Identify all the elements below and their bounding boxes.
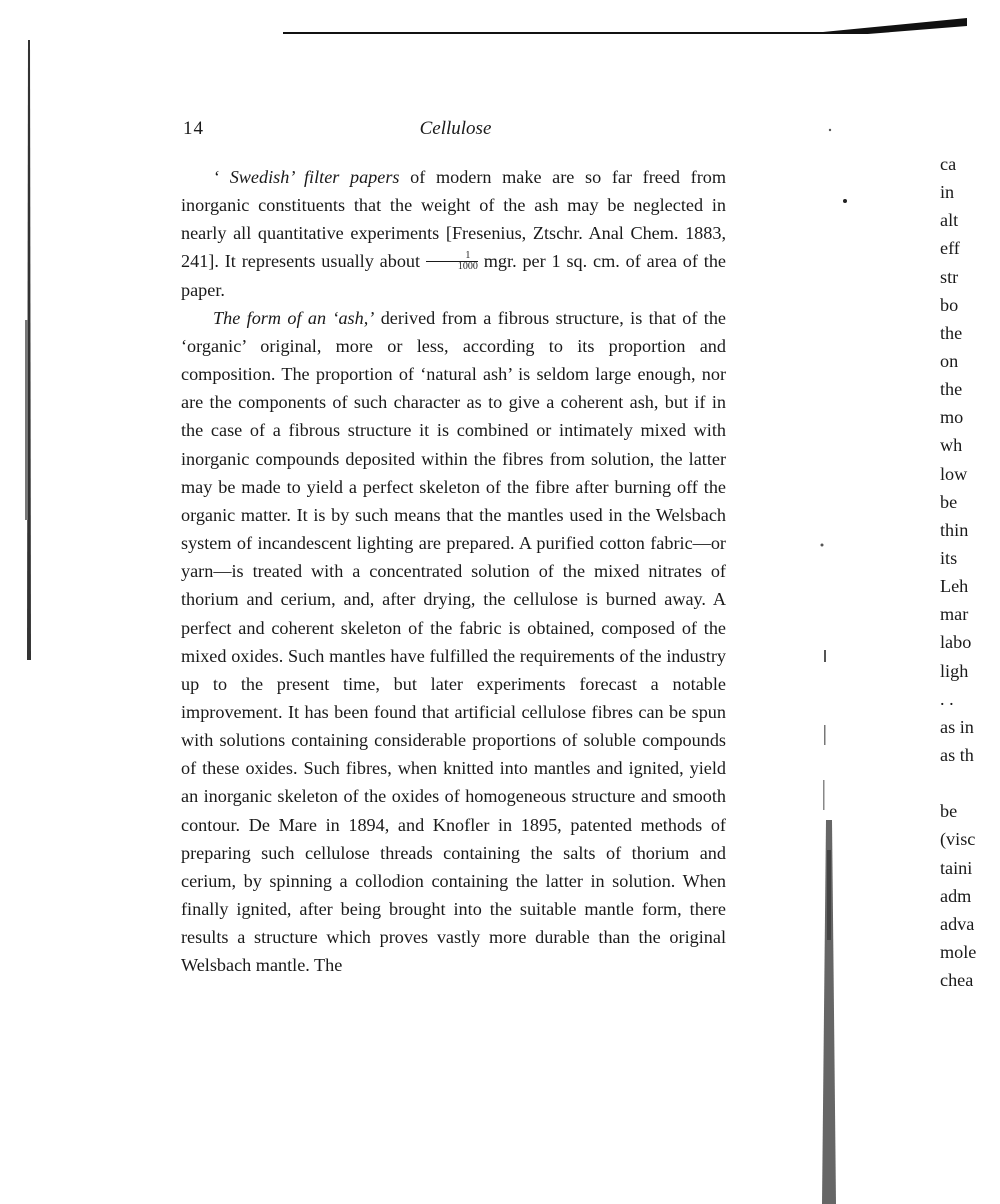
facing-fragment: be xyxy=(940,491,958,512)
facing-fragment: as th xyxy=(940,744,974,765)
scan-left-edge-shadow xyxy=(22,40,36,660)
fraction-denominator: 1000 xyxy=(457,261,478,273)
facing-fragment: the xyxy=(940,379,963,400)
page-header xyxy=(183,118,728,148)
paragraph-2-text: derived from a fibrous structure, is that of the ‘organic’ original, more or less, according to its proportion and composition. The proportion of ‘natural ash’ is seldom large enough, nor are the components of such character as to give a coherent ash, but if in the case of a fibrous structure it is combined or intimately mixed with inorganic compounds deposited within the fibres from solution, the latter may be made to yield a perfect skeleton of the fibre after burning off the organic matter. It is by such means that the mantles used in the Welsbach system of incandescent lighting are prepared. A purified cotton fabric—or yarn—is treated with a concentrated solution of the mixed nitrates of thorium and cerium, and, after drying, the cellulose is burned away. A perfect and coherent skeleton of the fabric is obtained, composed of the mixed oxides. Such mantles have fulfilled the requirements of the industry up to the present time, but later experiments forecast a notable improvement. It has been found that artificial cellulose fibres can be spun with solutions containing considerable proportions of soluble compounds of these oxides. Such fibres, when knitted into mantles and ignited, yield an inorganic skeleton of the oxides of homogeneous structure and smooth contour. De Mare in 1894, and Knofler in 1895, patented methods of preparing such cellulose threads containing the salts of thorium and cerium, by spinning a collodion containing the latter in solution. When finally ignited, after being brought into the suitable mantle form, there results a structure which proves vastly more durable than the original Welsbach mantle. The xyxy=(181,307,727,976)
facing-fragment: adm xyxy=(940,885,972,906)
paragraph-2-lead-italic: The form of an ‘ash,’ xyxy=(213,307,375,328)
facing-fragment: be xyxy=(940,801,958,822)
paragraph-1-text-b: mgr. per 1 sq. cm. of area of the paper. xyxy=(181,251,727,300)
page-number: 14 xyxy=(183,118,204,139)
facing-fragment: ca xyxy=(940,154,957,174)
facing-fragment: wh xyxy=(940,435,963,456)
facing-fragment: as in xyxy=(940,716,974,737)
facing-fragment: low xyxy=(940,463,968,484)
facing-page-fragments xyxy=(940,150,1000,1000)
binding-gutter-shadow xyxy=(800,100,860,1204)
facing-fragment: thin xyxy=(940,519,969,540)
facing-fragment: ligh xyxy=(940,660,969,681)
fraction-numerator: 1 xyxy=(426,251,478,262)
facing-fragment: alt xyxy=(940,210,959,231)
facing-fragment: taini xyxy=(940,857,973,878)
facing-fragment: on xyxy=(940,350,959,371)
facing-fragment: (visc xyxy=(940,829,976,850)
facing-fragment: eff xyxy=(940,238,960,259)
facing-fragment: its xyxy=(940,547,958,568)
facing-fragment: labo xyxy=(940,632,972,653)
fraction-one-thousandth xyxy=(426,251,478,272)
facing-fragment: mole xyxy=(940,941,977,962)
facing-fragment: . . xyxy=(940,688,954,709)
paragraph-swedish-filter-papers xyxy=(181,163,726,304)
facing-fragment: str xyxy=(940,266,959,287)
facing-fragment: chea xyxy=(940,970,974,991)
running-title: Cellulose xyxy=(419,118,492,139)
facing-fragment: bo xyxy=(940,294,959,315)
facing-fragment: mar xyxy=(940,604,969,625)
facing-fragment xyxy=(940,769,1000,797)
facing-fragment: adva xyxy=(940,913,975,934)
body-text xyxy=(181,163,726,980)
facing-fragment: in xyxy=(940,182,955,203)
facing-fragment: mo xyxy=(940,407,964,428)
facing-fragment: the xyxy=(940,322,963,343)
scan-speck xyxy=(840,196,850,206)
facing-fragment: Leh xyxy=(940,576,969,597)
paragraph-1-text-a: of modern make are so far freed from inorganic constituents that the weight of the ash may be neglected in nearly all quantitative experiments [Fresenius, Ztschr. Anal Chem. 1883, 241]. It represents usually about xyxy=(181,167,726,272)
paragraph-form-of-ash xyxy=(181,304,726,980)
scan-top-edge-shadow xyxy=(283,14,967,34)
paragraph-1-lead-italic: ‘ Swedish’ filter papers xyxy=(213,167,400,187)
